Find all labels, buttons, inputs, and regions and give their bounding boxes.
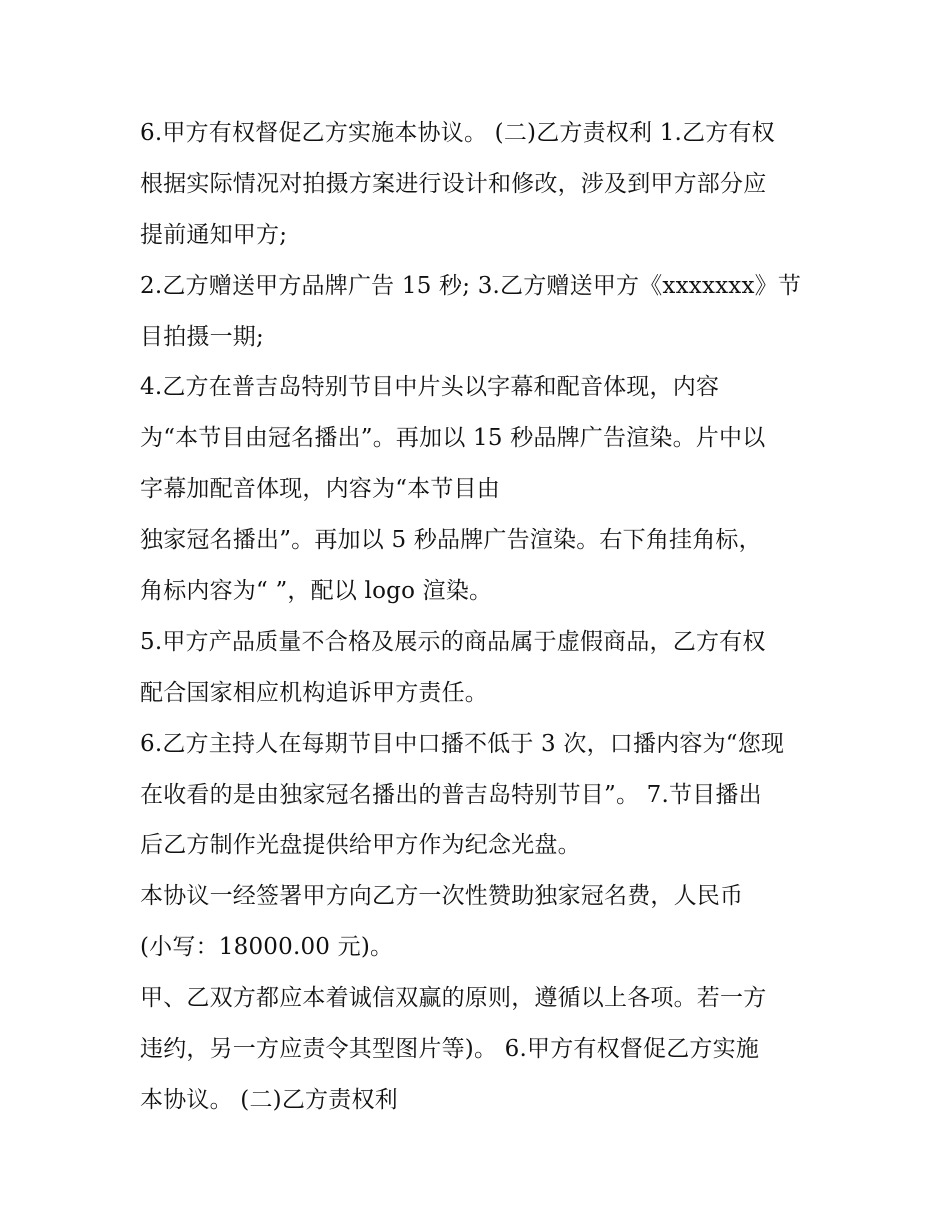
document-body [140,108,820,1126]
text-line: 在收看的是由独家冠名播出的普吉岛特别节目”。 7.节目播出 [140,781,762,808]
text-line: (小写：18000.00 元)。 [140,934,394,961]
text-line: 角标内容为“ ”，配以 logo 渲染。 [140,578,493,605]
text-line: 为“本节目由冠名播出”。再加以 15 秒品牌广告渲染。片中以 [140,425,766,452]
text-line: 4.乙方在普吉岛特别节目中片头以字幕和配音体现，内容 [140,374,720,401]
text-line: 本协议一经签署甲方向乙方一次性赞助独家冠名费，人民币 [140,883,744,910]
text-line: 提前通知甲方; [140,221,288,248]
text-line: 根据实际情况对拍摄方案进行设计和修改，涉及到甲方部分应 [140,170,767,197]
text-line: 6.乙方主持人在每期节目中口播不低于 3 次，口播内容为“您现 [140,730,785,757]
text-line: 6.甲方有权督促乙方实施本协议。 (二)乙方责权利 1.乙方有权 [140,120,775,146]
text-line: 违约，另一方应责令其型图片等)。 6.甲方有权督促乙方实施 [140,1036,760,1063]
text-line: 后乙方制作光盘提供给甲方作为纪念光盘。 [140,832,581,859]
text-line: 5.甲方产品质量不合格及展示的商品属于虚假商品，乙方有权 [140,628,766,655]
text-line: 本协议。 (二)乙方责权利 [140,1086,398,1113]
text-line: 配合国家相应机构追诉甲方责任。 [140,679,488,706]
text-line: 目拍摄一期; [140,323,264,350]
text-line: 字幕加配音体现，内容为“本节目由 [140,476,500,503]
text-line: 甲、乙双方都应本着诚信双赢的原则，遵循以上各项。若一方 [140,985,767,1012]
text-line: 独家冠名播出”。再加以 5 秒品牌广告渲染。右下角挂角标， [140,527,762,554]
text-line: 2.乙方赠送甲方品牌广告 15 秒; 3.乙方赠送甲方《xxxxxxx》节 [140,272,802,299]
